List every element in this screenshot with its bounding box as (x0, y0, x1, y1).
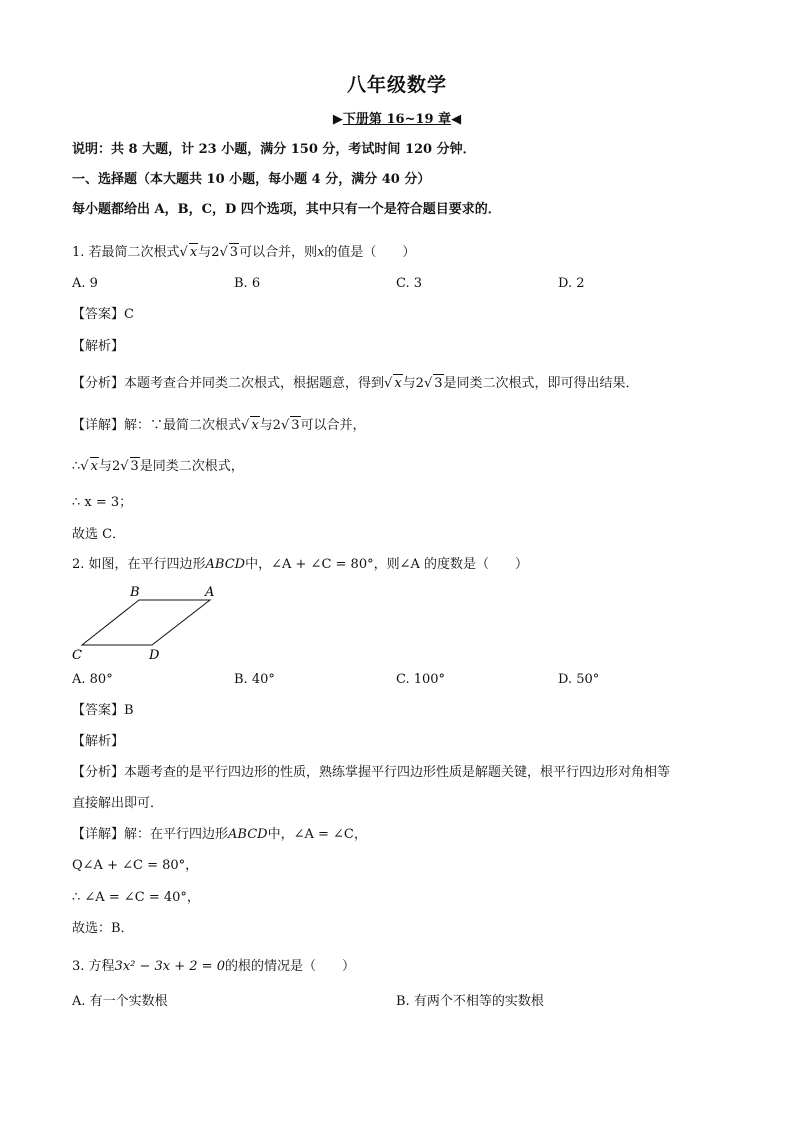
q2-option-b: B. 40° (234, 672, 275, 687)
left-marker-icon: ▶ (332, 112, 343, 127)
q2-option-a: A. 80° (72, 672, 113, 687)
q2-option-d: D. 50° (558, 672, 600, 687)
parallelogram-figure (68, 582, 228, 664)
q1-answer: 【答案】C (72, 307, 134, 322)
q1-analysis-label: 【解析】 (72, 339, 125, 354)
right-marker-icon: ◀ (451, 112, 462, 127)
label-a: A (205, 585, 215, 600)
q2-fenxi-line-2: 直接解出即可． (72, 796, 164, 811)
q1-conclusion: 故选 C． (72, 527, 126, 542)
q3-option-a: A. 有一个实数根 (72, 994, 168, 1009)
page-subtitle (0, 108, 794, 127)
parallelogram-shape (82, 600, 210, 645)
q2-answer: 【答案】B (72, 703, 134, 718)
q2-detail: 【详解】解：在平行四边形ABCD中，∠A = ∠C， (72, 827, 367, 842)
q1-stem-text: 1. 若最简二次根式 (72, 245, 180, 260)
q1-option-a: A. 9 (72, 276, 98, 291)
q1-fenxi: 【分析】本题考查合并同类二次根式，根据题意，得到√ x与2√ 3是同类二次根式，即可得出结果． (72, 376, 639, 391)
label-c: C (72, 648, 82, 663)
q1-radical-x: √ x (179, 245, 198, 260)
label-d: D (149, 648, 160, 663)
q1-detail: 【详解】解：∵最简二次根式√ x与2√ 3可以合并， (72, 418, 366, 433)
q1-radical-2sqrt3: 2√ 3 (211, 245, 239, 260)
q2-option-c: C. 100° (396, 672, 446, 687)
q1-stem-text: 的值是（ ） (324, 245, 416, 260)
q1-option-c: C. 3 (396, 276, 423, 291)
q1-step-3: ∴ x = 3； (72, 495, 133, 510)
q1-option-d: D. 2 (558, 276, 585, 291)
label-b: B (130, 585, 140, 600)
subtitle-text: 下册第 16~19 章 (342, 112, 452, 127)
q2-stem: 2. 如图，在平行四边形ABCD中，∠A + ∠C = 80°，则∠A 的度数是（ ） (72, 557, 528, 572)
q2-step-3: ∴ ∠A = ∠C = 40°， (72, 890, 200, 905)
q1-stem-text: 可以合并，则 (239, 245, 318, 260)
q2-fenxi-line-1: 【分析】本题考查的是平行四边形的性质，熟练掌握平行四边形性质是解题关键，根平行四边形对角相等 (72, 765, 671, 780)
q1-option-b: B. 6 (234, 276, 261, 291)
q1-stem (72, 243, 415, 262)
q1-step-2: ∴√ x与2√ 3是同类二次根式， (72, 459, 244, 474)
q2-analysis-label: 【解析】 (72, 734, 125, 749)
q1-var-x: x (317, 245, 325, 260)
q3-stem: 3. 方程3x² − 3x + 2 = 0的根的情况是（ ） (72, 959, 355, 974)
section-heading: 一、选择题（本大题共 10 小题，每小题 4 分，满分 40 分） (72, 172, 431, 187)
page-title: 八年级数学 (346, 74, 447, 96)
q3-option-b: B. 有两个不相等的实数根 (396, 994, 544, 1009)
q1-stem-text: 与 (198, 245, 212, 260)
q2-conclusion: 故选：B． (72, 921, 134, 936)
exam-note: 说明：共 8 大题，计 23 小题，满分 150 分，考试时间 120 分钟． (72, 142, 476, 157)
q2-step-2: Q∠A + ∠C = 80°， (72, 858, 199, 873)
section-instruction: 每小题都给出 A，B，C，D 四个选项，其中只有一个是符合题目要求的． (72, 202, 501, 217)
